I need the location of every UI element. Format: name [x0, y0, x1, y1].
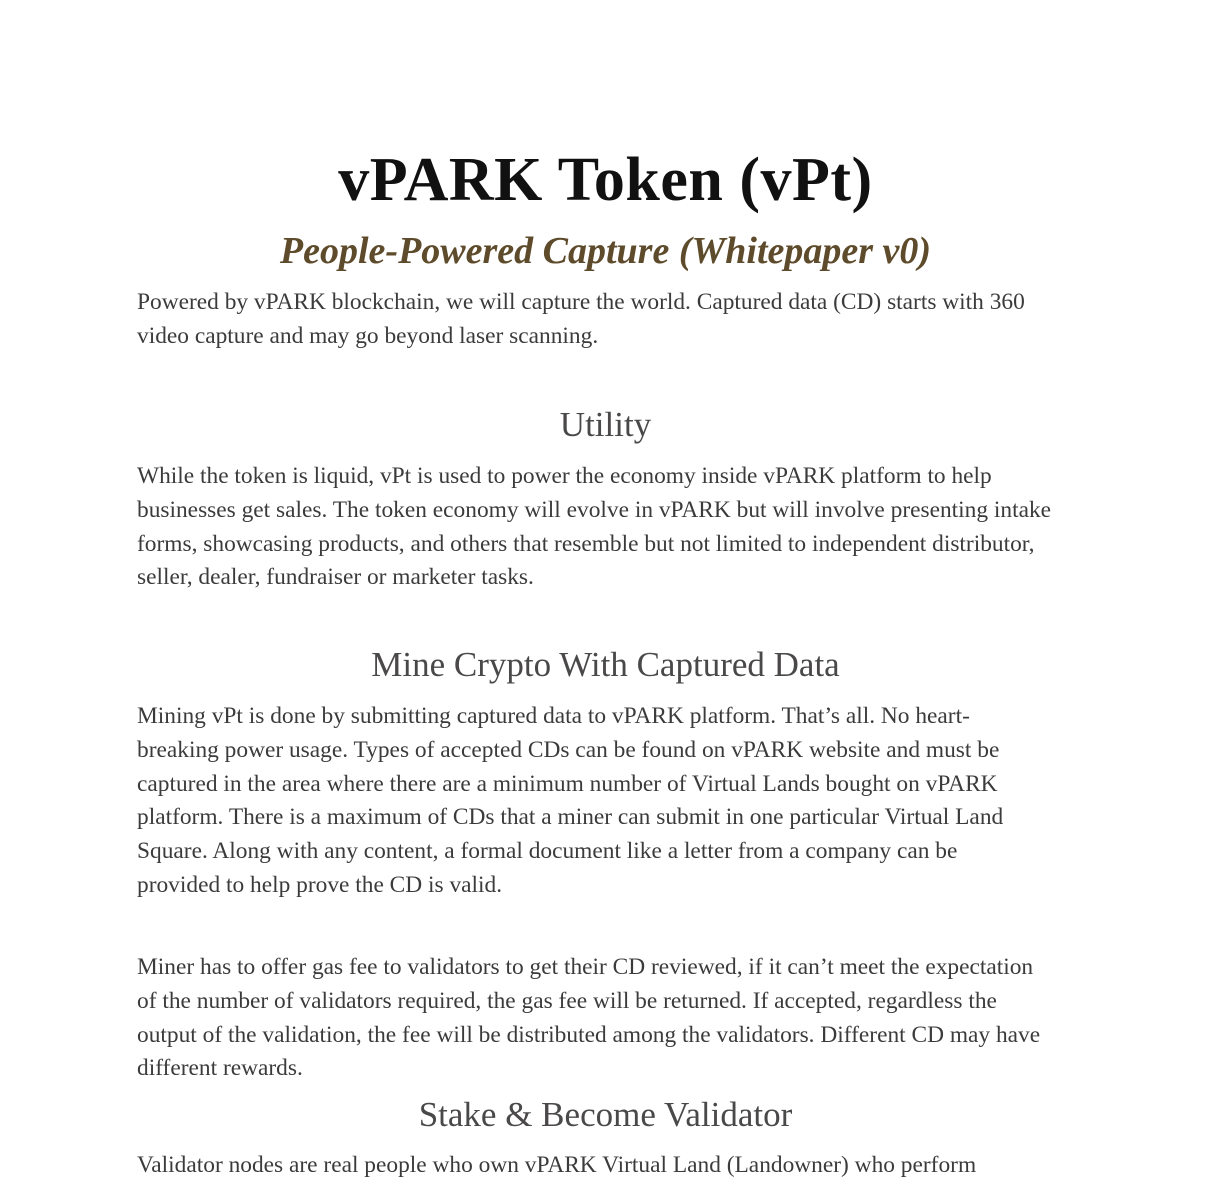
paragraph-line: captured in the area where there are a minimum number of Virtual Lands bought on vPARK — [137, 770, 998, 797]
document-title: vPARK Token (vPt) — [338, 146, 873, 214]
paragraph-line: Validator nodes are real people who own vPARK Virtual Land (Landowner) who perform — [137, 1152, 977, 1178]
paragraph-line: different rewards. — [137, 1055, 303, 1082]
paragraph-line: video capture and may go beyond laser scanning. — [137, 322, 599, 349]
paragraph-line: provided to help prove the CD is valid. — [137, 871, 503, 898]
paragraph-line: Mining vPt is done by submitting captured data to vPARK platform. That’s all. No heart- — [137, 703, 970, 729]
paragraph-line: Miner has to offer gas fee to validators to get their CD reviewed, if it can’t meet the expectation — [137, 954, 1034, 980]
document-subtitle: People-Powered Capture (Whitepaper v0) — [279, 230, 932, 272]
utility-heading: Utility — [559, 405, 652, 444]
paragraph-line: Powered by vPARK blockchain, we will capture the world. Captured data (CD) starts with 360 — [137, 289, 1025, 315]
mining-heading: Mine Crypto With Captured Data — [371, 645, 840, 684]
paragraph-line: of the number of validators required, the gas fee will be returned. If accepted, regardless the — [137, 987, 997, 1014]
mining-paragraph — [137, 700, 1072, 903]
paragraph-line: forms, showcasing products, and others that resemble but not limited to independent distributor, — [137, 530, 1035, 557]
utility-paragraph — [137, 460, 1072, 595]
gas-fee-paragraph — [137, 951, 1072, 1086]
paragraph-line: output of the validation, the fee will be distributed among the validators. Different CD may have — [137, 1021, 1041, 1048]
intro-paragraph — [137, 286, 1072, 354]
paragraph-line: breaking power usage. Types of accepted CDs can be found on vPARK website and must be — [137, 736, 1000, 763]
stake-heading: Stake & Become Validator — [418, 1095, 793, 1134]
paragraph-line: businesses get sales. The token economy will evolve in vPARK but will involve presenting intake — [137, 496, 1052, 523]
paragraph-line: platform. There is a maximum of CDs that a miner can submit in one particular Virtual Land — [137, 804, 1004, 831]
stake-paragraph — [137, 1149, 1072, 1183]
paragraph-line: Square. Along with any content, a formal document like a letter from a company can be — [137, 838, 958, 865]
paragraph-line: seller, dealer, fundraiser or marketer tasks. — [137, 564, 534, 591]
paragraph-line: While the token is liquid, vPt is used to power the economy inside vPARK platform to help — [137, 463, 992, 489]
